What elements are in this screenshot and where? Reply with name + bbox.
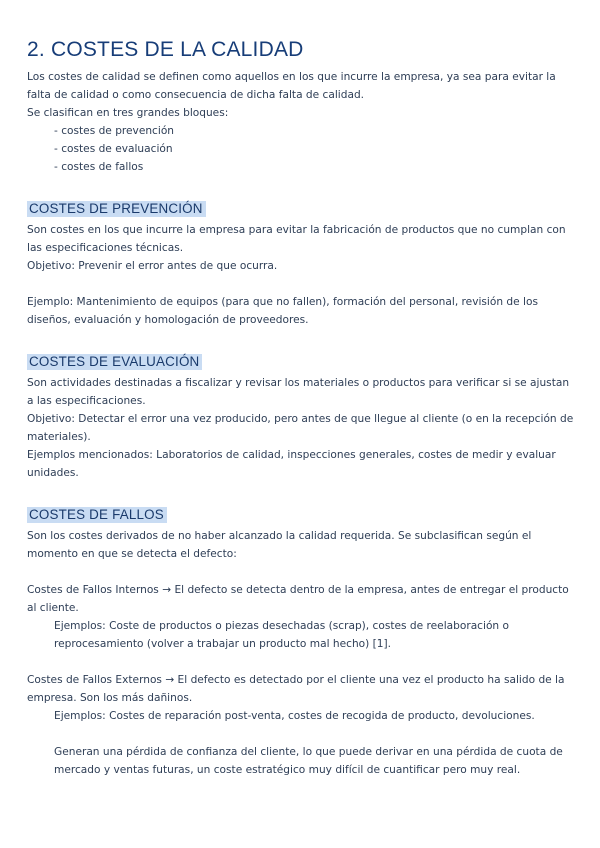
section-evaluation (27, 351, 575, 482)
section-heading-prevention: COSTES DE PREVENCIÓN (27, 201, 206, 217)
page-title: 2. COSTES DE LA CALIDAD (27, 38, 304, 61)
evaluation-examples: Ejemplos mencionados: Laboratorios de calidad, inspecciones generales, costes de medir y evaluar unidades. (27, 449, 556, 479)
section-failures (27, 504, 575, 779)
prevention-objective: Objetivo: Prevenir el error antes de que ocurra. (27, 260, 278, 272)
evaluation-definition: Son actividades destinadas a fiscalizar y revisar los materiales o productos para verificar si se ajustan a las especificaciones. (27, 377, 570, 407)
section-prevention (27, 198, 575, 329)
external-failures-note: Generan una pérdida de confianza del cliente, lo que puede derivar en una pérdida de cuota de mercado y ventas futuras, un coste estratégico muy difícil de cuantificar pero muy real. (54, 746, 563, 776)
list-item: - costes de fallos (54, 158, 575, 176)
section-heading-failures: COSTES DE FALLOS (27, 507, 167, 523)
intro-paragraph: Los costes de calidad se definen como aquellos en los que incurre la empresa, ya sea para evitar la falta de calidad o como consecuencia de dicha falta de calidad. (27, 71, 556, 101)
cost-categories-list (27, 122, 575, 176)
prevention-example: Ejemplo: Mantenimiento de equipos (para que no fallen), formación del personal, revisión de los diseños, evaluación y homologación de proveedores. (27, 296, 538, 326)
evaluation-objective: Objetivo: Detectar el error una vez producido, pero antes de que llegue al cliente (o en la recepción de materiales). (27, 413, 574, 443)
external-failures-examples: Ejemplos: Costes de reparación post-venta, costes de recogida de producto, devoluciones. (54, 710, 535, 722)
document-page (27, 38, 575, 779)
list-item: - costes de prevención (54, 122, 575, 140)
internal-failures: Costes de Fallos Internos → El defecto se detecta dentro de la empresa, antes de entregar el producto al cliente. (27, 584, 569, 614)
failures-definition: Son los costes derivados de no haber alcanzado la calidad requerida. Se subclasifican según el momento en que se detecta el defecto: (27, 530, 532, 560)
section-heading-evaluation: COSTES DE EVALUACIÓN (27, 354, 202, 370)
internal-failures-examples: Ejemplos: Coste de productos o piezas desechadas (scrap), costes de reelaboración o reprocesamiento (volver a trabajar un producto mal hecho) [1]. (54, 620, 509, 650)
external-failures: Costes de Fallos Externos → El defecto es detectado por el cliente una vez el producto ha salido de la empresa. Son los más dañinos. (27, 674, 565, 704)
intro-classification: Se clasifican en tres grandes bloques: (27, 107, 229, 119)
list-item: - costes de evaluación (54, 140, 575, 158)
prevention-definition: Son costes en los que incurre la empresa para evitar la fabricación de productos que no cumplan con las especificaciones técnicas. (27, 224, 566, 254)
